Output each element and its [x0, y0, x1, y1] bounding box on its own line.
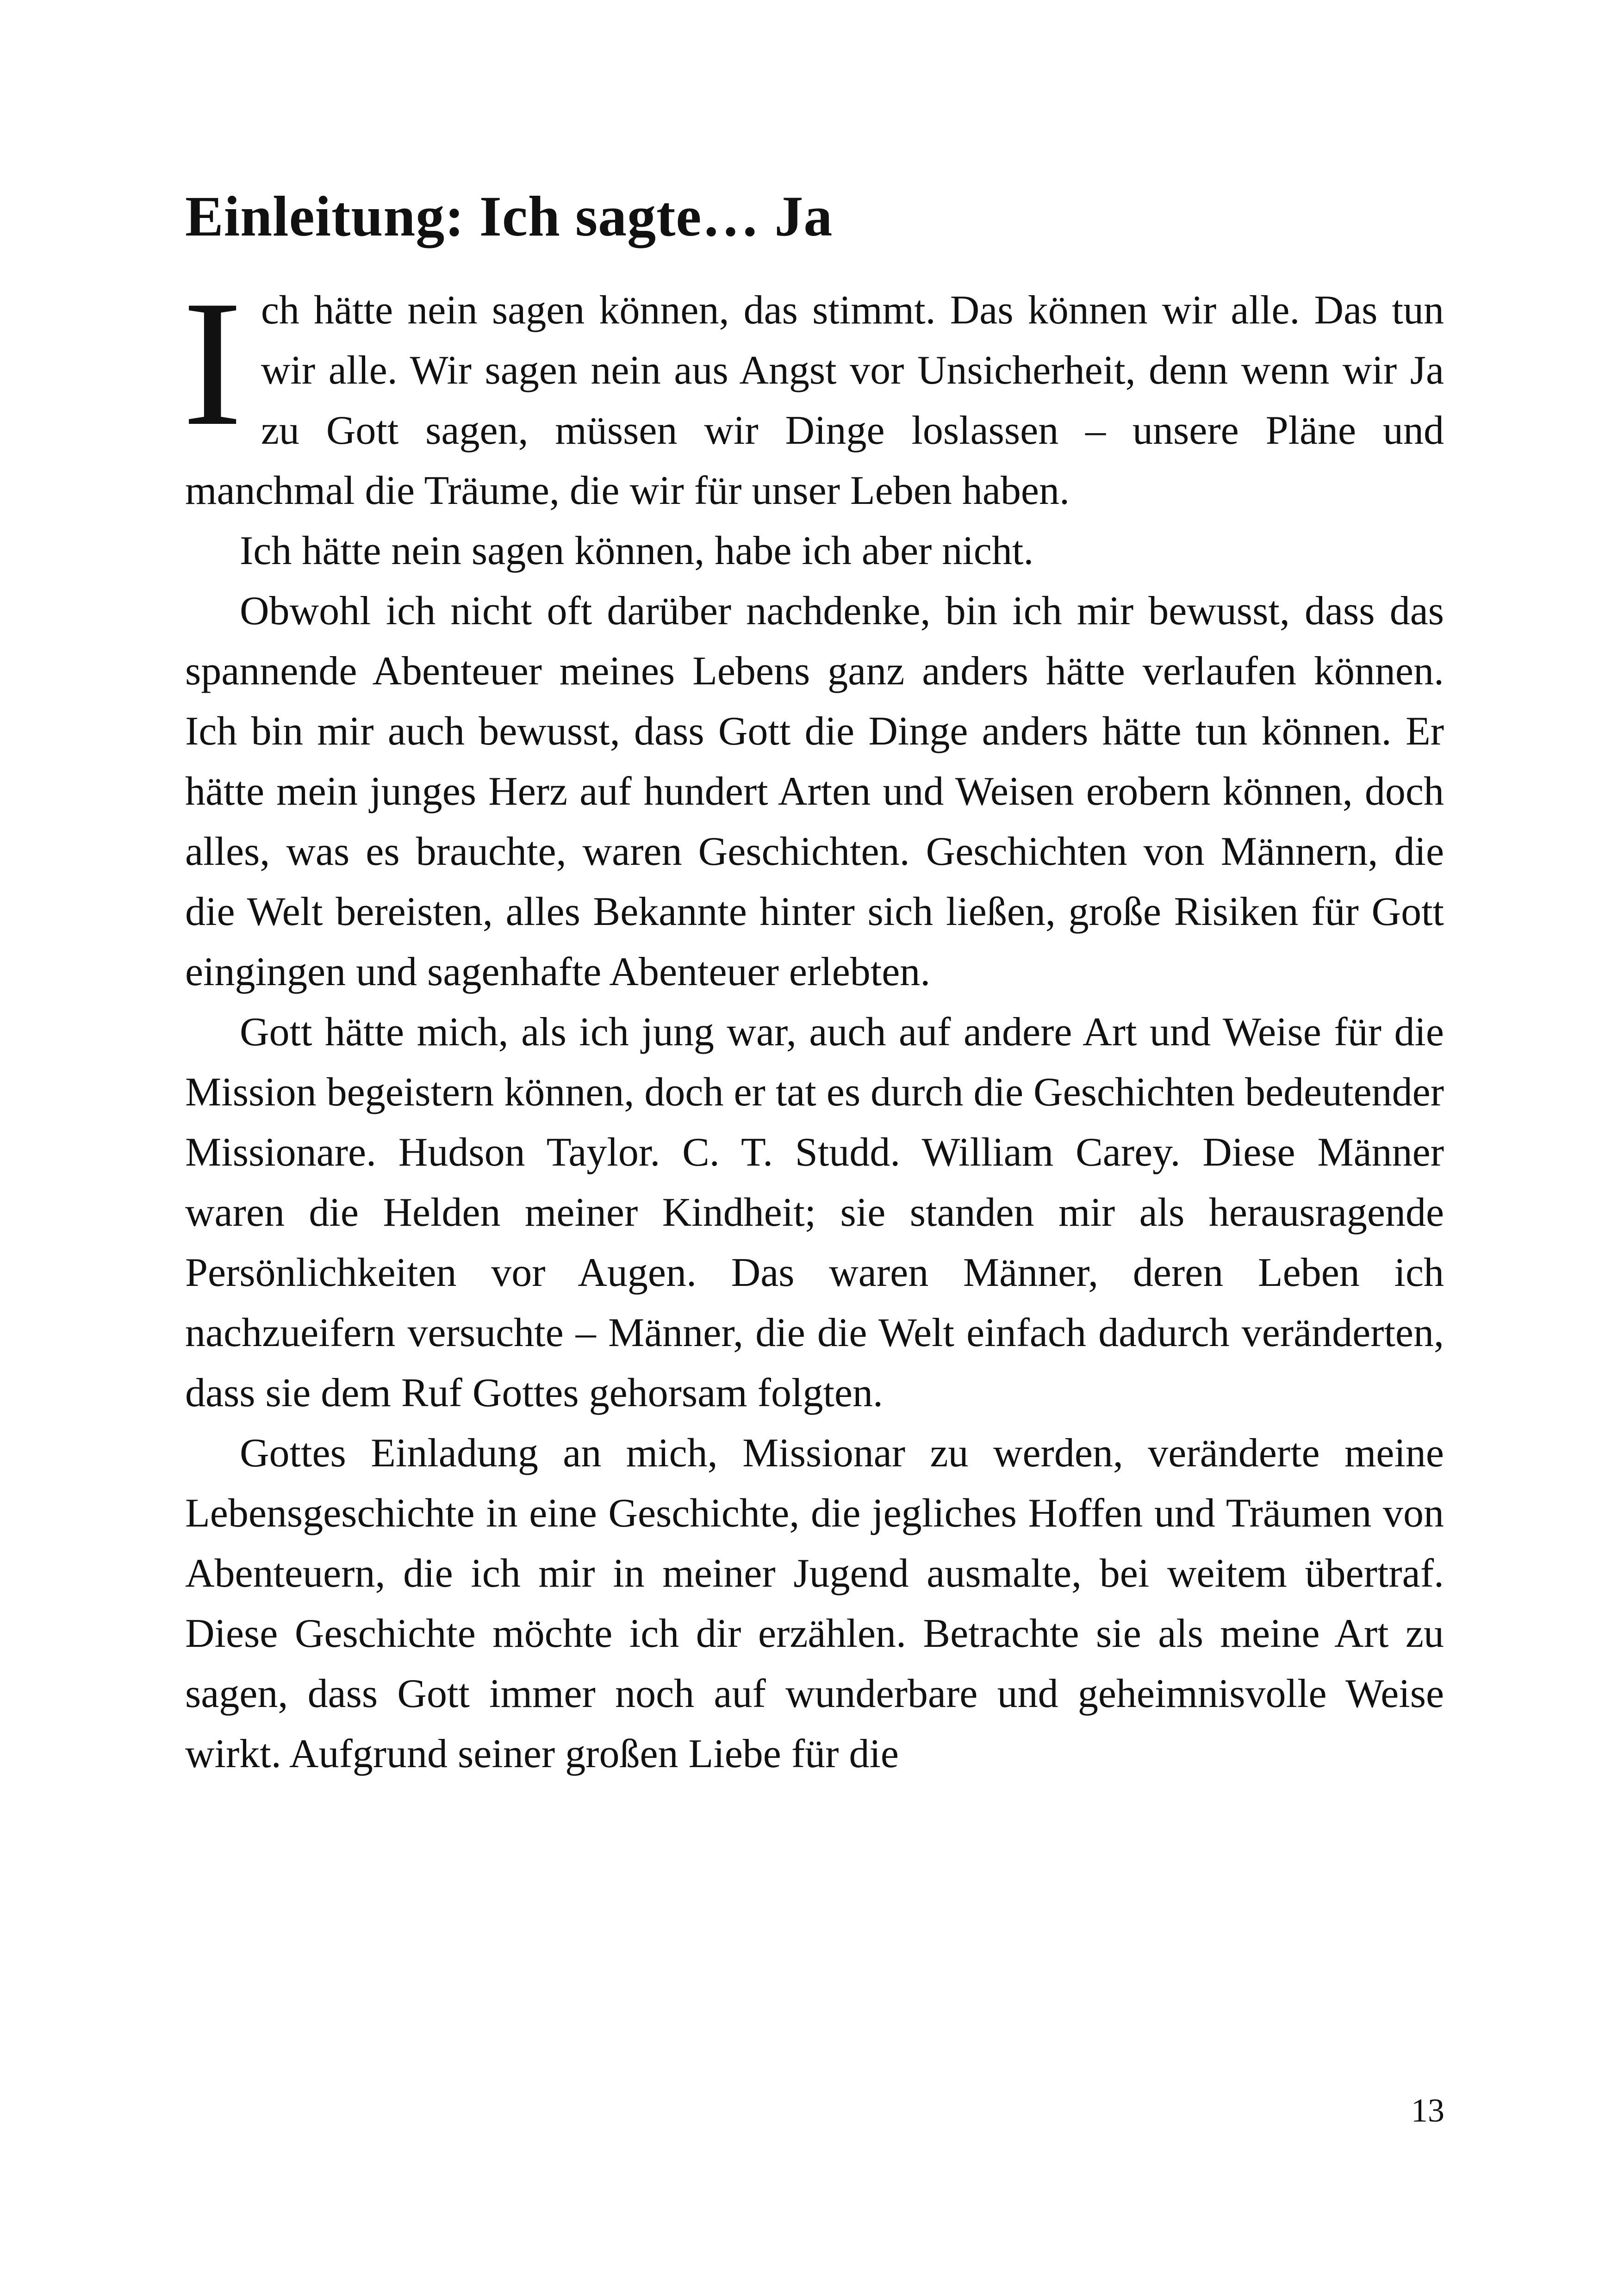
paragraph-4: Gott hätte mich, als ich jung war, auch auf andere Art und Weise für die Mission begeistern können, doch er tat es durch die Geschichten bedeutender Missionare. Hudson Taylor. C. T. Studd. William Carey. Diese Männer waren die Helden meiner Kindheit; sie standen mir als herausragende Persönlichkeiten vor Augen. Das waren Männer, deren Leben ich nachzueifern versuchte – Männer, die die Welt einfach dadurch veränderten, dass sie dem Ruf Gottes gehorsam folgten.	[185, 1010, 1444, 1416]
page-number: 13	[1411, 2092, 1444, 2129]
paragraph-3: Obwohl ich nicht oft darüber nachdenke, bin ich mir bewusst, dass das spannende Abenteuer meines Lebens ganz anders hätte verlaufen können. Ich bin mir auch bewusst, dass Gott die Dinge anders hätte tun können. Er hätte mein junges Herz auf hundert Arten und Weisen erobern können, doch alles, was es brauchte, waren Geschichten. Geschichten von Männern, die die Welt bereisten, alles Bekannte hinter sich ließen, große Risiken für Gott eingingen und sagenhafte Abenteuer erlebten.	[185, 589, 1444, 995]
paragraph-1-text: ch hätte nein sagen können, das stimmt. Das können wir alle. Das tun wir alle. Wir sagen nein aus Angst vor Unsicherheit, denn wenn wir Ja zu Gott sagen, müssen wir Dinge loslassen – unsere Pläne und manchmal die Träume, die wir für unser Leben haben.	[185, 288, 1444, 514]
body-text	[182, 263, 1444, 1784]
drop-cap: I	[182, 263, 243, 464]
paragraph-5: Gottes Einladung an mich, Missionar zu werden, veränderte meine Lebensgeschichte in eine Geschichte, die jegliches Hoffen und Träumen von Abenteuern, die ich mir in meiner Jugend ausmalte, bei weitem übertraf. Diese Geschichte möchte ich dir erzählen. Betrachte sie als meine Art zu sagen, dass Gott immer noch auf wunderbare und geheimnisvolle Weise wirkt. Aufgrund seiner großen Liebe für die	[185, 1431, 1444, 1777]
paragraph-2: Ich hätte nein sagen können, habe ich aber nicht.	[240, 528, 1034, 574]
paragraph-1	[182, 263, 1444, 521]
page-content	[182, 185, 1444, 1784]
chapter-title: Einleitung: Ich sagte… Ja	[185, 185, 833, 248]
